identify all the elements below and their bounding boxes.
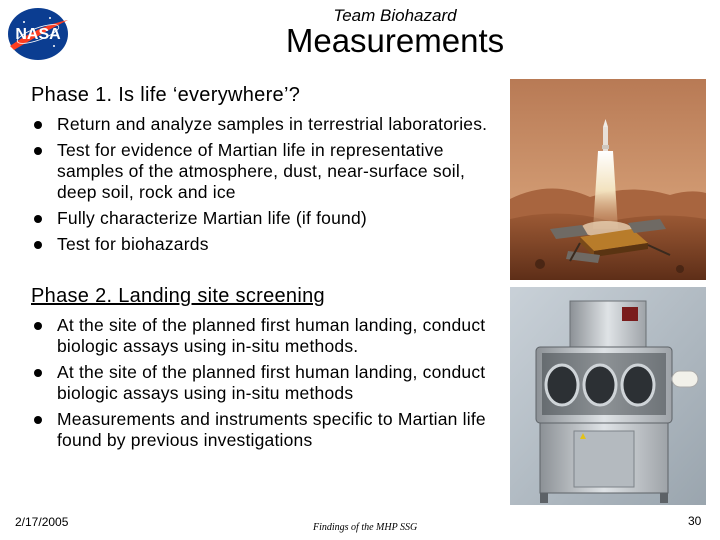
mars-launch-photo bbox=[510, 79, 706, 280]
phase1-heading: Phase 1. Is life ‘everywhere’? bbox=[31, 84, 301, 106]
bullet-icon bbox=[34, 215, 42, 223]
list-item bbox=[34, 114, 494, 135]
phase1-list bbox=[34, 114, 494, 260]
list-item bbox=[34, 315, 494, 357]
list-item-text: At the site of the planned first human landing, conduct biologic assays using in-situ methods bbox=[57, 362, 486, 403]
bullet-icon bbox=[34, 121, 42, 129]
list-item-text: At the site of the planned first human landing, conduct biologic assays using in-situ methods. bbox=[57, 315, 486, 356]
list-item bbox=[34, 409, 494, 451]
list-item bbox=[34, 140, 494, 203]
bullet-icon bbox=[34, 416, 42, 424]
footer-date: 2/17/2005 bbox=[15, 515, 69, 529]
bullet-icon bbox=[34, 369, 42, 377]
page-title: Measurements bbox=[285, 22, 505, 59]
bullet-icon bbox=[34, 241, 42, 249]
glovebox-photo bbox=[510, 287, 706, 505]
list-item-text: Test for evidence of Martian life in representative samples of the atmosphere, dust, near-surface soil, deep soil, rock and ice bbox=[57, 140, 466, 202]
nasa-logo bbox=[4, 6, 72, 62]
phase2-list bbox=[34, 315, 494, 456]
team-name: Team Biohazard bbox=[333, 6, 457, 25]
footer-center: Findings of the MHP SSG bbox=[313, 522, 418, 533]
list-item-text: Fully characterize Martian life (if found) bbox=[57, 208, 367, 228]
list-item-text: Return and analyze samples in terrestrial laboratories. bbox=[57, 114, 488, 134]
nasa-logo-text: NASA bbox=[15, 26, 61, 43]
list-item-text: Test for biohazards bbox=[57, 234, 209, 254]
list-item bbox=[34, 208, 494, 229]
bullet-icon bbox=[34, 322, 42, 330]
list-item-text: Measurements and instruments specific to Martian life found by previous investigations bbox=[57, 409, 486, 450]
page-number: 30 bbox=[688, 514, 702, 528]
phase2-heading: Phase 2. Landing site screening bbox=[31, 285, 325, 307]
bullet-icon bbox=[34, 147, 42, 155]
list-item bbox=[34, 362, 494, 404]
list-item bbox=[34, 234, 494, 255]
